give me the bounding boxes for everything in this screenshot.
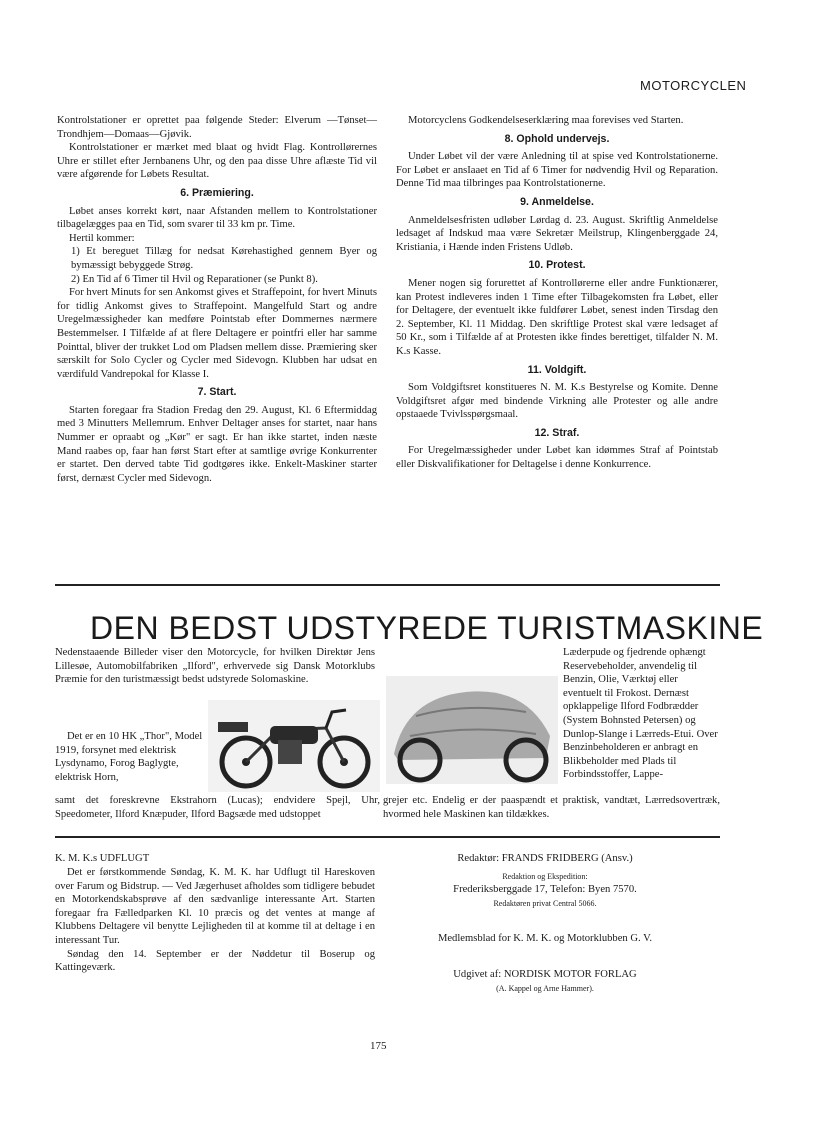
list-item: 1) Et bereguet Tillæg for nedsat Kørehastighed gennem Byer og bymæssigt bebyggede Strøg. <box>71 246 377 271</box>
section-heading: 9. Anmeldelse. <box>520 195 594 208</box>
section-heading: 10. Protest. <box>528 259 586 272</box>
divider <box>55 584 720 586</box>
section-heading: 7. Start. <box>197 386 237 399</box>
section-heading: 12. Straf. <box>534 426 580 439</box>
list-item: 2) En Tid af 6 Timer til Hvil og Reparationer (se Punkt 8). <box>71 273 318 285</box>
running-head: MOTORCYCLEN <box>640 78 747 93</box>
publisher-line: Udgivet af: NORDISK MOTOR FORLAG <box>453 968 637 980</box>
imprint <box>400 852 690 995</box>
paragraph: Søndag den 14. September er der Nøddetur til Boserup og Kattingeværk. <box>55 948 375 974</box>
section-heading: 6. Præmiering. <box>180 186 254 199</box>
ad-right-text-2 <box>383 794 720 821</box>
paragraph: Læderpude og fjedrende ophængt Reservebeholder, anvendelig til Benzin, Olie, Værktøj eller eventuelt til Frokost. Dernæst opklappelige Ilford Fodbrædder (System Bohnsted Petersen) og Dunlop-Slange i Lærreds-Etui. Over Benzinbeholderen er anbragt en Blikbeholder med Plads til Forbindsstoffer, Lappe- <box>563 647 718 781</box>
section-heading: 8. Ophold undervejs. <box>504 132 610 145</box>
paragraph: Anmeldelsesfristen udløber Lørdag d. 23. August. Skriftlig Anmeldelse ledsaget af Indskud maa være Sekretær Meilstrup, Klingenberggade 24, Kristiania, i Hænde inden Fristens Udløb. <box>396 214 718 253</box>
ad-title: DEN BEDST UDSTYREDE TURISTMASKINE <box>90 610 764 646</box>
paragraph: Hertil kommer: <box>69 232 135 244</box>
paragraph: Det er førstkommende Søndag, K. M. K. har Udflugt til Hareskoven over Farum og Bidstrup. — Ved Jægerhuset afholdes som tidligere bebudet en Motorkendskabsprøve af den sædvanlige interessante Art. Starten foregaar fra Fælledparken Kl. 10 præcis og det ventes at mange af Klubbens Deltagere vil benytte Lejligheden til at komme til at deltage i en interessant Tur. <box>55 867 375 946</box>
section-heading: 11. Voldgift. <box>527 363 587 376</box>
page-number: 175 <box>370 1040 387 1052</box>
ad-left-text <box>55 646 375 687</box>
ad-left-text-2 <box>55 730 203 784</box>
paragraph: Motorcyclens Godkendelseserklæring maa forevises ved Starten. <box>408 115 684 126</box>
left-column <box>57 114 377 485</box>
divider <box>55 836 720 838</box>
paragraph: Det er en 10 HK „Thor", Model 1919, forsynet med elektrisk Lysdynamo, Forog Baglygte, elektrisk Horn, <box>55 731 203 783</box>
paragraph: Løbet anses korrekt kørt, naar Afstanden mellem to Kontrolstationer tilbagelægges paa en Tid, som svarer til 33 km pr. Time. <box>57 205 377 231</box>
member-line: Medlemsblad for K. M. K. og Motorklubben G. V. <box>437 933 653 945</box>
paragraph: Kontrolstationer er mærket med blaat og hvidt Flag. Kontrollørernes Uhre er stillet efter Jernbanens Uhr, og den paa disse Uhre aflæste Tid vil være afgørende for Løbets Resultat. <box>57 142 377 181</box>
editor-line: Redaktør: FRANDS FRIDBERG (Ansv.) <box>457 853 633 864</box>
office-line: Redaktion og Ekspedition: <box>502 871 588 881</box>
paragraph: For Uregelmæssigheder under Løbet kan idømmes Straf af Pointstab eller Diskvalifikationer for Deltagelse i denne Konkurrence. <box>396 445 718 471</box>
paragraph: Nedenstaaende Billeder viser den Motorcycle, for hvilken Direktør Jens Lillesøe, Automobilfabriken „Ilford", erhvervede sig Dansk Motorklubs Præmie for den turistmæssigt bedst udstyrede Solomaskine. <box>55 647 375 686</box>
paragraph: samt det foreskrevne Ekstrahorn (Lucas); endvidere Spejl, Uhr, Speedometer, Ilford Knæpuder, Ilford Bagsæde med udstoppet <box>55 795 380 820</box>
paragraph: Kontrolstationer er oprettet paa følgende Steder: Elverum —Tønset—Trondhjem—Domaas—Gjøvik. <box>57 115 377 140</box>
ad-right-text <box>383 646 719 782</box>
paragraph: For hvert Minuts for sen Ankomst gives et Straffepoint, for hvert Minuts for tidlig Ankomst gives to Straffepoint. Mangelfuld Start og andre Uregelmæssigheder kan medføre Pointstab efter Dommernes nærmere Bestemmelser. I Tilfælde af at flere Deltagere er pointfri eller har samme Pointtal, bliver der trukket Lod om Pladsen mellem disse. Præmiering sker særskilt for Solo Cycler og Cycler med Sidevogn. Klubben har udsat en værdifuld Vandrepokal for Klasse I. <box>57 287 377 380</box>
paragraph: Starten foregaar fra Stadion Fredag den 29. August, Kl. 6 Eftermiddag med 3 Minutters Mellemrum. Enhver Deltager anses for startet, naar hans Nummer er opraabt og „Kør" er sagt. Er han ikke startet, inden næste Mand raabes op, faar han først Start efter at samtlige øvrige Konkurrenter er startet. Den derved tabte Tid godtgøres ikke. Enkelt-Maskiner starter først, dernæst Cycler med Sidevogn. <box>57 404 377 484</box>
paragraph: Som Voldgiftsret konstitueres N. M. K.s Bestyrelse og Komite. Denne Voldgiftsret afgør med bindende Virkning alle Protester og alle andre opstaaede Tvivlsspørgsmaal. <box>396 382 718 421</box>
paragraph: grejer etc. Endelig er der paaspændt et praktisk, vandtæt, Lærredsovertræk, hvormed hele Maskinen kan tildækkes. <box>383 795 720 820</box>
motorcycle-photo <box>208 700 380 792</box>
address-line: Frederiksberggade 17, Telefon: Byen 7570. <box>453 884 637 896</box>
private-phone: Redaktøren privat Central 5066. <box>493 898 597 908</box>
publisher-sub: (A. Kappel og Arne Hammer). <box>496 983 594 993</box>
udflugt-heading: K. M. K.s UDFLUGT <box>55 853 150 864</box>
paragraph: Mener nogen sig forurettet af Kontrollørerne eller andre Funktionærer, kan Protest indleveres inden 1 Time efter Tilbagekomsten fra Løbet, eller for Deltagere, der eventuelt ikke fuldfører Løbet, senest inden Tirsdag den 2. September, Kl. 11 Middag. Den skriftlige Protest skal være ledsaget af 50 Kr., som i Tilfælde af at Protesten ikke findes berettiget, tilfalder N. M. K.s Kasse. <box>396 277 718 357</box>
right-column <box>396 114 718 472</box>
ad-left-text-3 <box>55 794 380 821</box>
udflugt-text <box>55 866 375 975</box>
paragraph: Under Løbet vil der være Anledning til at spise ved Kontrolstationerne. For Løbet er ansIaaet en Tid af 6 Timer for nødvendig Hvil og Reparation. Denne Tid maa tilbringes paa Kontrolstationerne. <box>396 151 718 190</box>
